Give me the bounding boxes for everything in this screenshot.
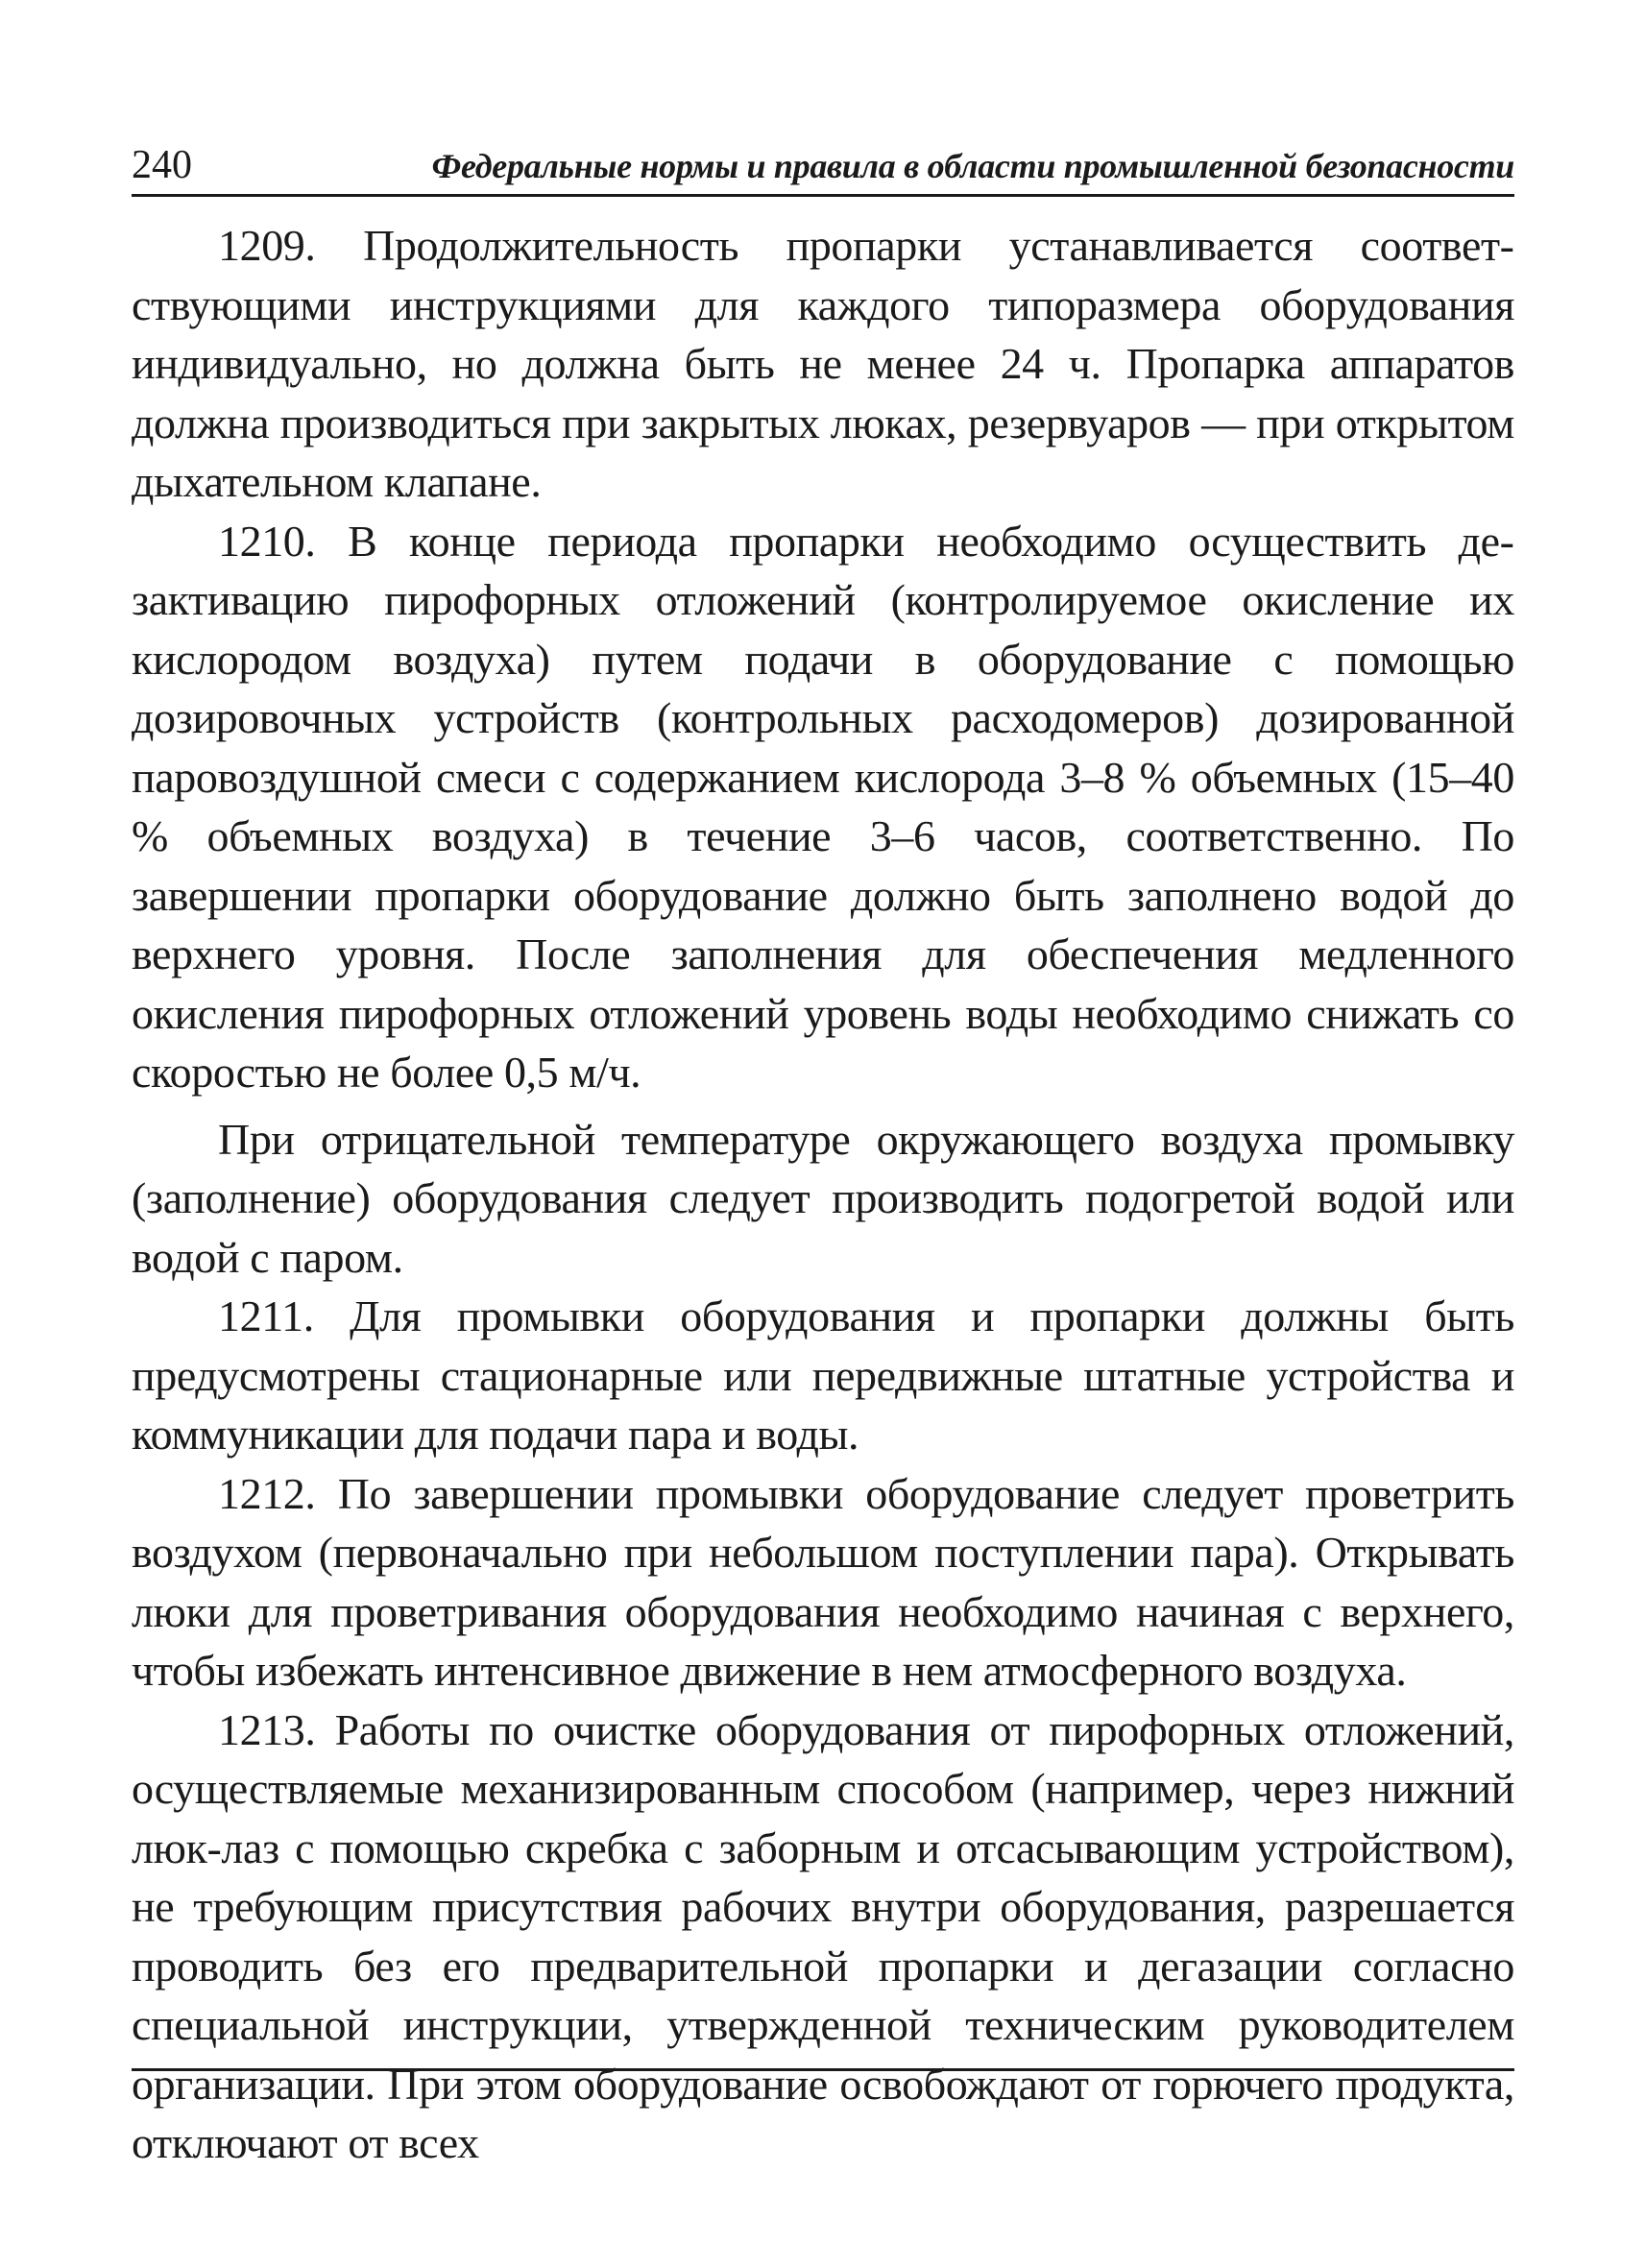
running-title: Федеральные нормы и правила в области промышленной безопасности [431,147,1514,185]
document-page [132,142,1514,2173]
page-number: 240 [132,143,192,187]
body-text [132,216,1514,2173]
paragraph-negative-temperature: При отрицательной температуре окружающего воздуха промывку (заполнение) оборудования следует производить подогретой водой или водой с паром. [132,1114,1514,1282]
paragraph-1210: 1210. В конце периода пропарки необходимо осуществить дезактивацию пирофорных отложений (контролируемое окисление их кислородом воздуха) путем подачи в оборудование с помощью дозировочных устройств (контрольных расходомеров) дозированной паровоздушной смеси с содержанием кислорода 3–8 % объемных (15–40 % объемных воздуха) в течение 3–6 часов, соответственно. По завершении пропарки оборудование должно быть заполнено водой до верхнего уровня. После заполнения для обеспечения медленного окисления пирофорных отложений уровень воды необходимо снижать со скоростью не более 0,5 м/ч. [132,516,1514,1097]
paragraph-1213: 1213. Работы по очистке оборудования от пирофорных отложений, осуществляемые механизированным способом (например, через нижний люк-лаз с помощью скребка с заборным и отсасывающим устройством), не требующим присутствия рабочих внутри оборудования, разрешается проводить без его предварительной пропарки и дегазации согласно специальной инструкции, утвержденной техническим руководителем организации. При этом оборудование освобождают от горючего продукта, отключают от всех [132,1704,1514,2167]
footer-rule [132,2068,1514,2071]
paragraph-1212: 1212. По завершении промывки оборудование следует проветрить воздухом (первоначально при небольшом поступлении пара). Открывать люки для проветривания оборудования необходимо начиная с верхнего, чтобы избежать интенсивное движение в нем атмосферного воздуха. [132,1468,1514,1695]
paragraph-1211: 1211. Для промывки оборудования и пропарки должны быть предусмотрены стационарные или передвижные штатные устройства и коммуникации для подачи пара и воды. [132,1291,1514,1459]
paragraph-1209: 1209. Продолжительность пропарки устанавливается соответствующими инструкциями для каждого типоразмера оборудования индивидуально, но должна быть не менее 24 ч. Пропарка аппаратов должна производиться при закрытых люках, резервуаров — при открытом дыхательном клапане. [132,221,1514,506]
page-header [132,142,1514,197]
